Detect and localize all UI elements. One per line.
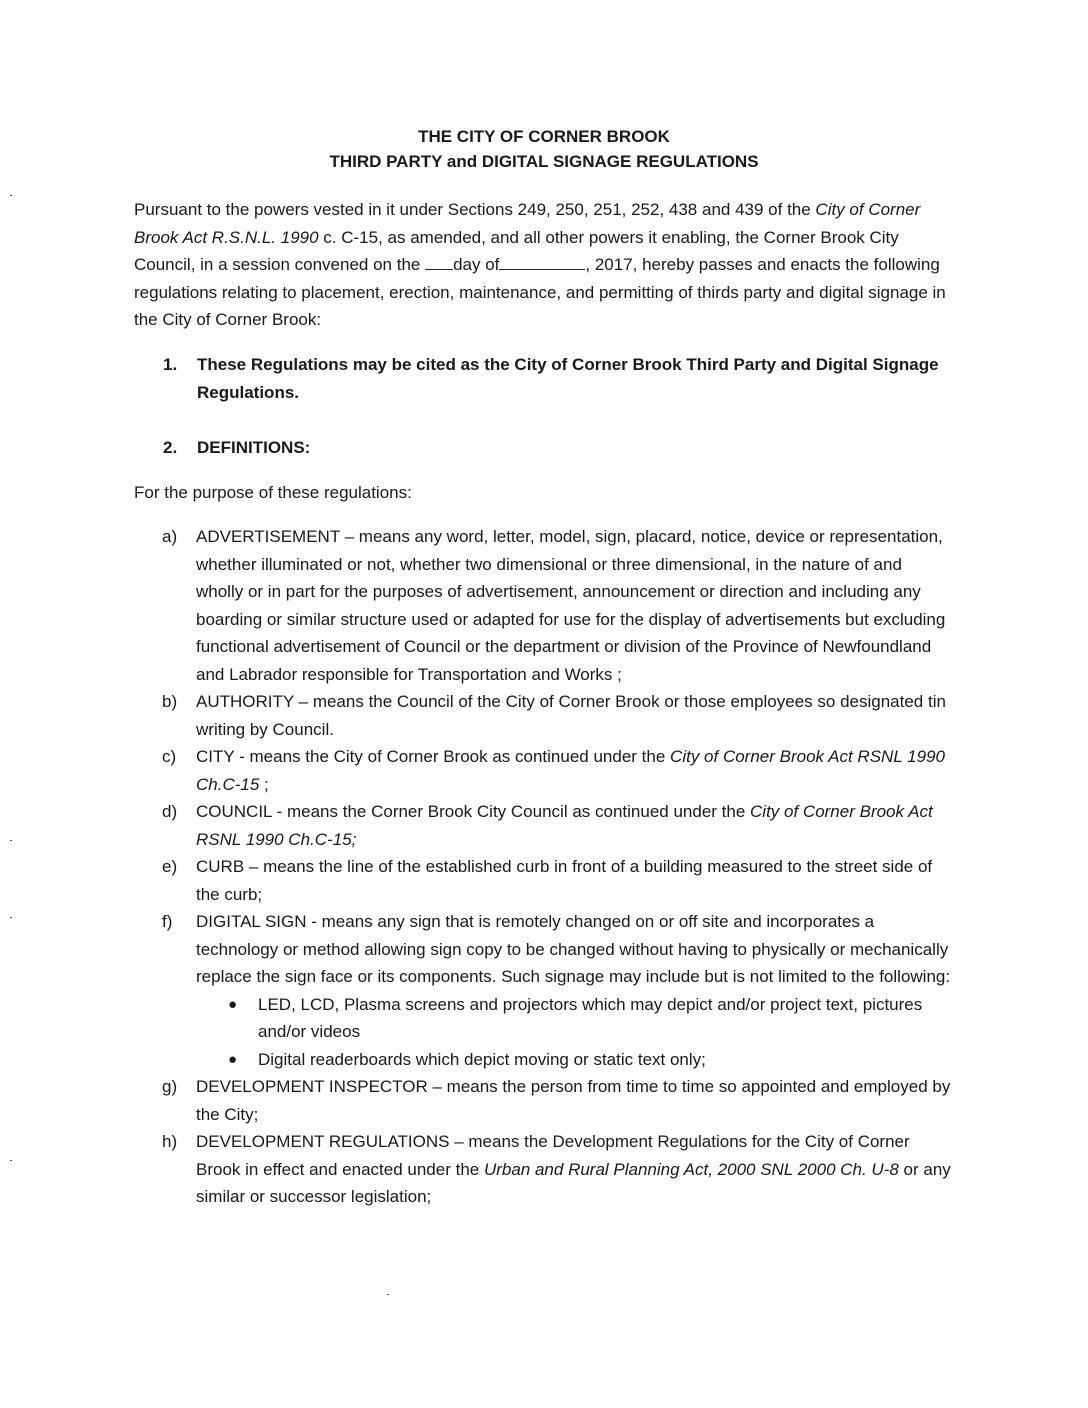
list-item-text: LED, LCD, Plasma screens and projectors which may depict and/or project text, pictures and/or videos bbox=[258, 994, 923, 1041]
definition-development-inspector bbox=[162, 1073, 952, 1128]
document-title bbox=[0, 124, 1088, 174]
definition-text: ADVERTISEMENT – means any word, letter, model, sign, placard, notice, device or representation, whether illuminated or not, whether two dimensional or three dimensional, in the nature of and wholly or in part for the purposes of advertisement, announcement or direction and including any boarding or similar structure used or adapted for use for the display of advertisements but excluding functional advertisement of Council or the department or division of the Province of Newfoundland and Labrador responsible for Transportation and Works ; bbox=[196, 527, 946, 684]
month-blank bbox=[499, 253, 585, 270]
definition-text: DIGITAL SIGN - means any sign that is remotely changed on or off site and incorporates a technology or method allowing sign copy to be changed without having to physically or mechanically replace the sign face or its components. Such signage may include but is not limited to the following: bbox=[196, 912, 951, 986]
act-citation: Urban and Rural Planning Act, 2000 SNL 2000 Ch. U-8 bbox=[483, 1159, 899, 1179]
purpose-statement: For the purpose of these regulations: bbox=[134, 483, 412, 502]
intro-act-name: City of Corner Brook Act R.S.N.L. 1990 bbox=[134, 200, 921, 247]
definition-letter: h) bbox=[162, 1132, 178, 1151]
list-item-text: Digital readerboards which depict moving or static text only; bbox=[258, 1049, 706, 1069]
definition-text-end: ; bbox=[259, 774, 269, 794]
intro-text-4: , 2017, hereby passes and enacts the following regulations relating to placement, erection, maintenance, and permitting of thirds party and digital signage in the City of Corner Brook: bbox=[134, 255, 946, 329]
definition-letter: e) bbox=[162, 857, 178, 876]
bullet-icon: ● bbox=[228, 1050, 238, 1068]
definition-text: CITY - means the City of Corner Brook as continued under the bbox=[196, 747, 671, 766]
intro-paragraph bbox=[134, 196, 954, 334]
definition-text-end: or any similar or successor legislation; bbox=[196, 1159, 951, 1206]
scan-speck bbox=[10, 1160, 12, 1161]
bullet-icon: ● bbox=[228, 995, 238, 1013]
intro-text-1: Pursuant to the powers vested in it under Sections 249, 250, 251, 252, 438 and 439 of the bbox=[134, 200, 816, 219]
title-line-1: THE CITY OF CORNER BROOK bbox=[418, 127, 670, 146]
section-number: 1. bbox=[163, 355, 178, 374]
list-item bbox=[196, 991, 952, 1046]
definition-text: DEVELOPMENT REGULATIONS – means the Development Regulations for the City of Corner Brook in effect and enacted under the bbox=[196, 1132, 910, 1179]
definition-text: CURB – means the line of the established curb in front of a building measured to the street side of the curb; bbox=[196, 857, 933, 904]
definition-text: COUNCIL - means the Corner Brook City Council as continued under the bbox=[196, 802, 751, 821]
definition-letter: g) bbox=[162, 1077, 178, 1096]
definition-development-regulations bbox=[162, 1128, 952, 1211]
definition-advertisement bbox=[162, 523, 952, 688]
definition-letter: f) bbox=[162, 912, 173, 931]
digital-sign-examples bbox=[196, 991, 952, 1074]
list-item bbox=[196, 1046, 952, 1074]
title-line-2: THIRD PARTY and DIGITAL SIGNAGE REGULATIONS bbox=[329, 152, 759, 171]
day-blank bbox=[425, 253, 453, 270]
section-2 bbox=[163, 434, 943, 462]
definitions-list bbox=[162, 523, 952, 1211]
act-citation: City of Corner Brook Act RSNL 1990 Ch.C-15; bbox=[196, 802, 933, 849]
section-1 bbox=[163, 351, 943, 406]
definition-text: DEVELOPMENT INSPECTOR – means the person from time to time so appointed and employed by the City; bbox=[196, 1077, 951, 1124]
section-text: These Regulations may be cited as the City of Corner Brook Third Party and Digital Signage Regulations. bbox=[197, 355, 939, 402]
definition-authority bbox=[162, 688, 952, 743]
definition-letter: c) bbox=[162, 747, 177, 766]
scan-speck bbox=[387, 1294, 389, 1295]
section-number: 2. bbox=[163, 438, 178, 457]
definition-letter: d) bbox=[162, 802, 178, 821]
definition-council bbox=[162, 798, 952, 853]
definition-curb bbox=[162, 853, 952, 908]
intro-text-2: c. C-15, as amended, and all other powers it enabling, the Corner Brook City Council, in a session convened on the bbox=[134, 227, 899, 274]
scan-speck bbox=[10, 195, 12, 196]
definition-city bbox=[162, 743, 952, 798]
definition-letter: a) bbox=[162, 527, 178, 546]
definition-text: AUTHORITY – means the Council of the City of Corner Brook or those employees so designated tin writing by Council. bbox=[196, 692, 946, 739]
scan-speck bbox=[10, 917, 12, 918]
definition-digital-sign bbox=[162, 908, 952, 1073]
act-citation: City of Corner Brook Act RSNL 1990 Ch.C-15 bbox=[196, 747, 946, 794]
section-heading: DEFINITIONS: bbox=[197, 438, 311, 457]
intro-text-3: day of bbox=[453, 255, 500, 274]
scan-speck bbox=[10, 840, 12, 841]
definition-letter: b) bbox=[162, 692, 178, 711]
